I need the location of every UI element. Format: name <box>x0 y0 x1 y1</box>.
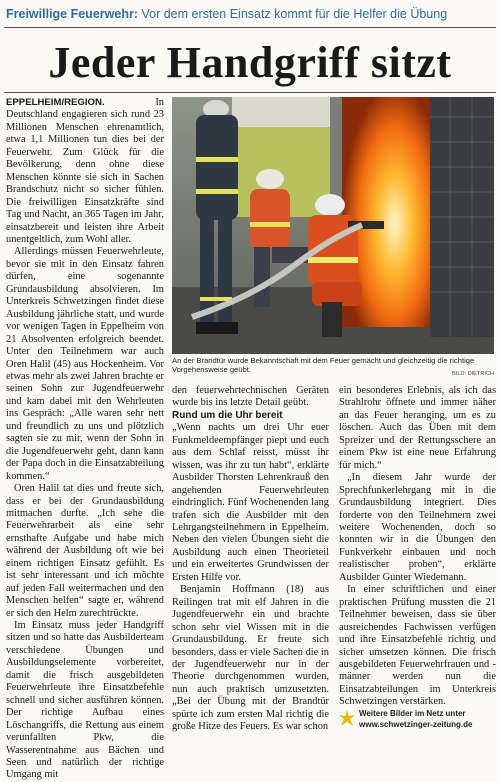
top-rule <box>4 27 496 28</box>
kicker-line <box>6 4 496 24</box>
paragraph: In einer schriftlichen und einer praktischen Prüfung mussten die 21 Teilnehmer beweisen, dass sie über ausreichendes Fachwissen verfügen und ihre Einsatzbefehle richtig und sicher umsetzen können. Die frisch ausgebildeten Feuerwehrfrauen und -männer werden nun die Einsatzabteilungen im Unterkreis Schwetzingen verstärken. <box>339 584 496 708</box>
article-photo <box>172 97 494 354</box>
paragraph: „In diesem Jahr wurde der Sprechfunkerlehrgang mit in die Grundausbildung integriert. Dies forderte von den Teilnehmern zwei weitere Wochenenden, doch so konnten wir in die Übungen den Funkverkehr einbauen und noch realistischer proben“, erklärte Ausbilder Gunter Wiedemann. <box>339 472 496 583</box>
paragraph: Im Einsatz muss jeder Handgriff sitzen und so hatte das Ausbilderteam verschiedene Übungen und Ausbildungselemente vorbereitet, damit die frisch ausgebildeten Feuerwehrleute ihre Einsatzbefehle schnell und sicher ausführen können. Der richtige Aufbau eines Löschangriffs, die Rettung aus einem verunfallten Pkw, die Wasserentnahme aus Bächen und Seen und natürlich der richtige Umgang mit <box>6 620 164 781</box>
photo-credit: BILD: DIETRICH <box>452 371 494 377</box>
article-column-1 <box>6 97 164 781</box>
headline: Jeder Handgriff sitzt <box>48 38 452 87</box>
paragraph: „Wenn nachts um drei Uhr euer Funkmeldeempfänger piept und euch aus dem Schlaf reisst, müsst ihr wissen, was ihr zu tun habt“, erklärte Ausbilder Thorsten Lehrenkrauß den angehenden Feuerwehrleuten eindringlich. Fünf Wochenenden lang trafen sich die Ausbilder mit den Lehrgangsteilnehmern in Eppelheim. Neben den vielen Übungen sieht die Ausbildung auch einen Theorieteil und ein erweitertes Grundwissen der Ersten Hilfe vor. <box>172 422 329 583</box>
article-column-2 <box>172 385 329 733</box>
online-gallery-note <box>339 707 496 733</box>
photo-caption: An der Brandtür wurde Bekanntschaft mit dem Feuer gemacht und gleichzeitig die richtige Vorgehensweise geübt. <box>172 356 475 375</box>
paragraph: Oren Halil tat dies und freute sich, dass er bei der Grundausbildung mitmachen durfte. „Ich sehe die Feuerwehrarbeit als eine sehr ernsthafte Aufgabe und habe mich während der Ausbildung oft wie bei einem richtigen Einsatz gefühlt. Es ist sehr interessant und ich möchte auf jeden Fall weitermachen und den Menschen helfen“ sagte er, während er sich den Helm zurechtrückte. <box>6 483 164 619</box>
paragraph: Allerdings müssen Feuerwehrleute, bevor sie mit in den Einsatz fahren dürfen, eine sogenannte Grundausbildung absolvieren. Im Unterkreis Schwetzingen findet diese Ausbildung jährliche statt, und wurde vor wenigen Tagen in Eppelheim von 21 Absolventen erfolgreich beendet. Unter den Teilnehmern war auch Oren Halil (45) aus Hockenheim. Vor etwas mehr als zwei Jahren brachte er seinen Sohn zur Jugendfeuerwehr und kam dabei mit den Wehrleuten ins Gespräch: „Alle waren sehr nett und freundlich zu uns und plötzlich sagten sie zu mir, wenn der Sohn in die Jugendfeuerwehr geht, dann kann der Papa doch in die Einsatzabteilung kommen.“ <box>6 246 164 482</box>
paragraph: Benjamin Hoffmann (18) aus Reilingen trat mit elf Jahren in die Jugendfeuerwehr ein und brachte schon sehr viel Wissen mit in die Grundausbildung. Er freute sich besonders, dass er viele Sachen die in der Jugendfeuerwehr nur in der Theorie durchgenommen wurden, nun auch praktisch umzusetzten. „Bei der Übung mit der Brandtür spürte ich zum ersten Mal richtig die große Hitze des Feuers. Es war schon <box>172 584 329 733</box>
paragraph: EPPELHEIM/REGION. In Deutschland engagieren sich rund 23 Millionen Menschen ehrenamtlich, etwa 1,1 Millionen tun dies bei der Feuerwehr. Zum Glück für die Bevölkerung, denn ohne diese Menschen könnte sie sich in Sachen Brandschutz nicht so sicher fühlen. Die freiwilligen Einsatzkräfte sind Tag und Nacht, an 365 Tagen im Jahr, einsatzbereit und leisten ihre Arbeit unentgeltlich, zum Wohl aller. <box>6 97 164 245</box>
camera-flash-icon <box>339 710 355 728</box>
kicker-topic: Vor dem ersten Einsatz kommt für die Helfer die Übung <box>141 7 448 21</box>
subheading: Rund um die Uhr bereit <box>172 409 283 421</box>
paragraph: den feuerwehrtechnischen Geräten wurde bis ins letzte Detail geübt. <box>172 385 329 409</box>
article-column-3 <box>339 385 496 708</box>
paragraph: ein besonderes Erlebnis, als ich das Strahlrohr öffnete und immer näher an das Feuer heranging, um es zu löschen. Auch das Üben mit dem Spreizer und der Rettungsschere an einem Pkw ist eine neue Erfahrung für mich.“ <box>339 385 496 471</box>
gallery-url[interactable]: www.schwetzinger-zeitung.de <box>359 720 473 729</box>
dateline: EPPELHEIM/REGION. <box>6 97 105 108</box>
gallery-line-1: Weitere Bilder im Netz unter <box>359 709 466 718</box>
headline-rule <box>4 92 496 93</box>
kicker-section: Freiwillige Feuerwehr: <box>6 7 138 21</box>
